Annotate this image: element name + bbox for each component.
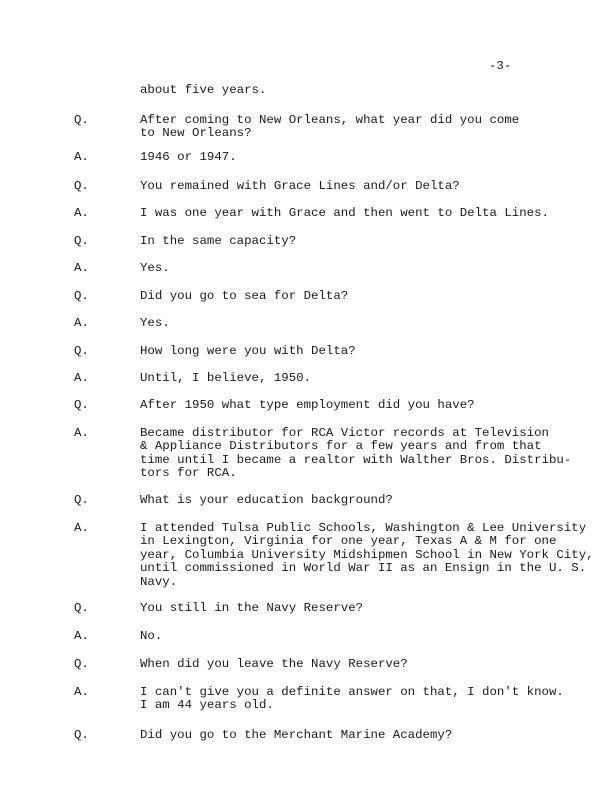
entry-text: You remained with Grace Lines and/or Delta? <box>140 179 460 193</box>
entry-text: How long were you with Delta? <box>140 344 356 358</box>
speaker-label: A. <box>74 426 89 440</box>
speaker-label: Q. <box>74 601 89 615</box>
speaker-label: A. <box>74 521 89 535</box>
speaker-label: Q. <box>74 728 89 742</box>
speaker-label: A. <box>74 316 89 330</box>
speaker-label: A. <box>74 261 89 275</box>
entry-text: I attended Tulsa Public Schools, Washington & Lee University in Lexington, Virginia for one year, Texas A & M for one year, Columbia University Midshipmen School in New York City, until commissioned in World War II as an Ensign in the U. S. Navy. <box>140 521 594 589</box>
entry-text: Became distributor for RCA Victor records at Television & Appliance Distributors for a few years and from that time until I became a realtor with Walther Bros. Distribu- tors for RCA. <box>140 426 572 481</box>
entry-text: No. <box>140 629 163 643</box>
entry-text: You still in the Navy Reserve? <box>140 601 364 615</box>
page-number: -3- <box>489 59 512 73</box>
speaker-label: A. <box>74 629 89 643</box>
continuation-text: about five years. <box>140 83 267 97</box>
speaker-label: A. <box>74 685 89 699</box>
speaker-label: Q. <box>74 113 89 127</box>
speaker-label: Q. <box>74 398 89 412</box>
entry-text: I was one year with Grace and then went to Delta Lines. <box>140 206 549 220</box>
speaker-label: A. <box>74 371 89 385</box>
speaker-label: A. <box>74 206 89 220</box>
speaker-label: Q. <box>74 179 89 193</box>
entry-text: Until, I believe, 1950. <box>140 371 312 385</box>
speaker-label: Q. <box>74 344 89 358</box>
speaker-label: Q. <box>74 234 89 248</box>
entry-text: I can't give you a definite answer on that, I don't know. I am 44 years old. <box>140 685 564 713</box>
speaker-label: Q. <box>74 657 89 671</box>
speaker-label: Q. <box>74 289 89 303</box>
entry-text: What is your education background? <box>140 493 393 507</box>
entry-text: Did you go to the Merchant Marine Academy? <box>140 728 453 742</box>
entry-text: Yes. <box>140 261 170 275</box>
entry-text: Did you go to sea for Delta? <box>140 289 349 303</box>
speaker-label: A. <box>74 150 89 164</box>
entry-text: Yes. <box>140 316 170 330</box>
entry-text: In the same capacity? <box>140 234 297 248</box>
entry-text: After 1950 what type employment did you have? <box>140 398 475 412</box>
speaker-label: Q. <box>74 493 89 507</box>
entry-text: 1946 or 1947. <box>140 150 237 164</box>
entry-text: When did you leave the Navy Reserve? <box>140 657 408 671</box>
entry-text: After coming to New Orleans, what year did you come to New Orleans? <box>140 113 520 141</box>
